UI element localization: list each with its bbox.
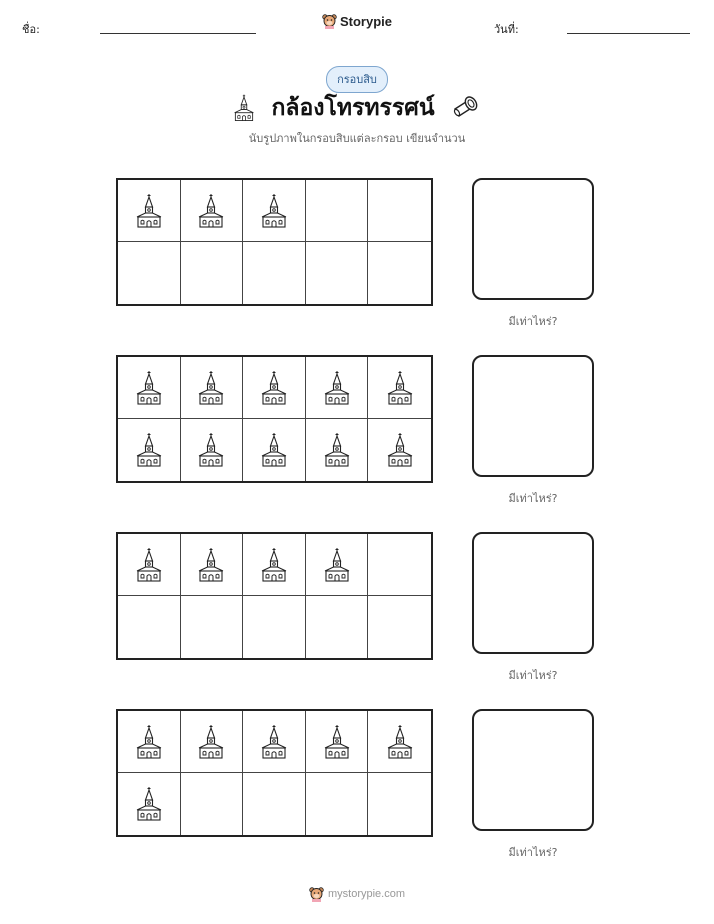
church-icon bbox=[260, 548, 288, 582]
ten-frame-cell bbox=[181, 357, 244, 419]
church-icon bbox=[323, 371, 351, 405]
ten-frame-cell bbox=[306, 180, 369, 242]
church-icon bbox=[197, 548, 225, 582]
ten-frame-cell bbox=[243, 419, 306, 481]
footer bbox=[0, 886, 714, 906]
date-line[interactable] bbox=[567, 33, 690, 34]
ten-frame-cell bbox=[118, 180, 181, 242]
ten-frame-cell bbox=[306, 711, 369, 773]
church-icon bbox=[197, 433, 225, 467]
name-label: ชื่อ: bbox=[22, 23, 40, 36]
ten-frame-cell bbox=[368, 534, 431, 596]
ten-frame-cell bbox=[118, 596, 181, 658]
church-icon bbox=[323, 548, 351, 582]
brand-name: Storypie bbox=[339, 13, 392, 29]
ten-frame-cell bbox=[181, 773, 244, 835]
church-icon bbox=[323, 433, 351, 467]
church-icon bbox=[260, 433, 288, 467]
church-icon bbox=[386, 725, 414, 759]
ten-frame-cell bbox=[118, 534, 181, 596]
page-title: กล้องโทรทรรศน์ bbox=[271, 95, 435, 121]
ten-frame-cell bbox=[243, 711, 306, 773]
ten-frame-cell bbox=[118, 357, 181, 419]
church-icon bbox=[260, 725, 288, 759]
church-icon bbox=[135, 433, 163, 467]
ten-frame-cell bbox=[181, 534, 244, 596]
ten-frame-cell bbox=[181, 596, 244, 658]
church-icon bbox=[135, 194, 163, 228]
church-icon bbox=[233, 93, 255, 123]
ten-frame-cell bbox=[368, 242, 431, 304]
ten-frame-cell bbox=[368, 357, 431, 419]
ten-frame bbox=[116, 355, 433, 483]
ten-frame-cell bbox=[243, 534, 306, 596]
ten-frame-cell bbox=[118, 419, 181, 481]
bear-mascot-icon bbox=[322, 13, 337, 29]
church-icon bbox=[135, 548, 163, 582]
ten-frame-cell bbox=[181, 242, 244, 304]
ten-frame-cell bbox=[118, 773, 181, 835]
ten-frame-cell bbox=[368, 419, 431, 481]
church-icon bbox=[197, 371, 225, 405]
ten-frame-cell bbox=[181, 419, 244, 481]
church-icon bbox=[323, 725, 351, 759]
answer-box[interactable] bbox=[472, 709, 594, 831]
church-icon bbox=[197, 194, 225, 228]
answer-box[interactable] bbox=[472, 532, 594, 654]
church-icon bbox=[260, 371, 288, 405]
date-label: วันที่: bbox=[494, 23, 519, 36]
how-many-label: มีเท่าไหร่? bbox=[508, 846, 558, 859]
ten-frame-cell bbox=[306, 773, 369, 835]
church-icon bbox=[386, 371, 414, 405]
how-many-label: มีเท่าไหร่? bbox=[508, 315, 558, 328]
telescope-icon bbox=[451, 95, 481, 121]
ten-frame bbox=[116, 178, 433, 306]
ten-frame-cell bbox=[243, 242, 306, 304]
ten-frame-cell bbox=[306, 419, 369, 481]
instructions: นับรูปภาพในกรอบสิบแต่ละกรอบ เขียนจำนวน bbox=[248, 132, 466, 145]
ten-frame-cell bbox=[306, 596, 369, 658]
ten-frame-cell bbox=[118, 242, 181, 304]
ten-frame-cell bbox=[243, 357, 306, 419]
ten-frame bbox=[116, 532, 433, 660]
church-icon bbox=[135, 371, 163, 405]
church-icon bbox=[197, 725, 225, 759]
ten-frame-cell bbox=[368, 773, 431, 835]
topic-badge: กรอบสิบ bbox=[326, 66, 388, 93]
ten-frame-cell bbox=[243, 773, 306, 835]
church-icon bbox=[260, 194, 288, 228]
church-icon bbox=[135, 787, 163, 821]
how-many-label: มีเท่าไหร่? bbox=[508, 669, 558, 682]
ten-frame-cell bbox=[243, 596, 306, 658]
bear-mascot-icon bbox=[309, 886, 324, 902]
ten-frame-cell bbox=[306, 242, 369, 304]
ten-frame-cell bbox=[306, 534, 369, 596]
name-line[interactable] bbox=[100, 33, 256, 34]
ten-frame-cell bbox=[306, 357, 369, 419]
brand bbox=[0, 13, 714, 33]
ten-frame-cell bbox=[243, 180, 306, 242]
ten-frame-cell bbox=[368, 180, 431, 242]
ten-frame bbox=[116, 709, 433, 837]
ten-frame-cell bbox=[181, 180, 244, 242]
church-icon bbox=[135, 725, 163, 759]
ten-frame-cell bbox=[368, 596, 431, 658]
answer-box[interactable] bbox=[472, 355, 594, 477]
church-icon bbox=[386, 433, 414, 467]
ten-frame-cell bbox=[181, 711, 244, 773]
footer-url: mystorypie.com bbox=[327, 888, 406, 900]
answer-box[interactable] bbox=[472, 178, 594, 300]
ten-frame-cell bbox=[368, 711, 431, 773]
ten-frame-cell bbox=[118, 711, 181, 773]
how-many-label: มีเท่าไหร่? bbox=[508, 492, 558, 505]
